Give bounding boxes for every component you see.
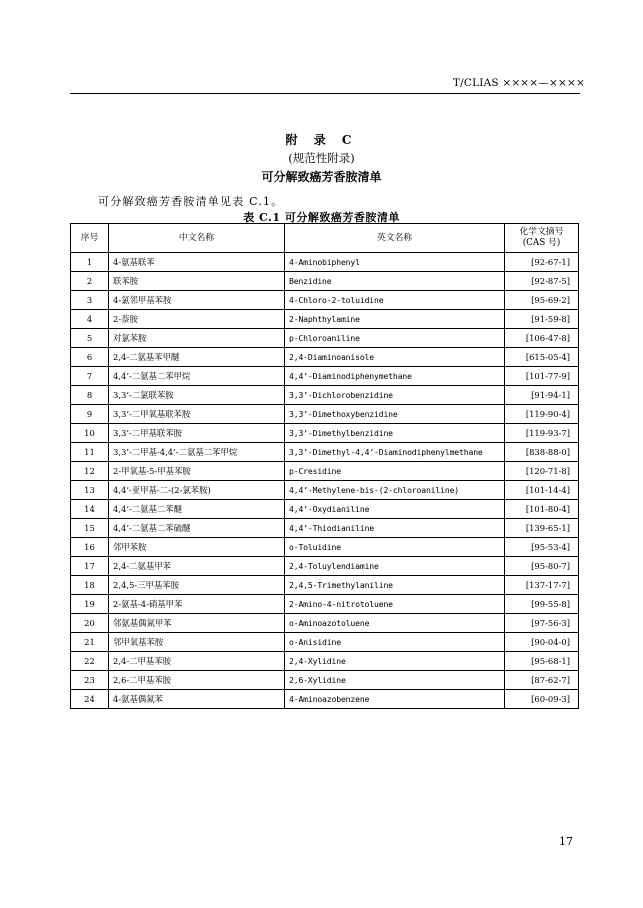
cell-cn-name: 邻氨基偶氮甲苯 [109,614,285,633]
table-header-row [71,224,579,253]
cell-cn-name: 2-氨基-4-硝基甲苯 [109,595,285,614]
table-row [71,557,579,576]
cell-cn-name: 2-甲氧基-5-甲基苯胺 [109,462,285,481]
table-row [71,405,579,424]
cell-no: 8 [71,386,109,405]
cell-cas: [101-77-9] [505,367,579,386]
table-caption: 表 C.1 可分解致癌芳香胺清单 [243,211,400,224]
cell-cas: [137-17-7] [505,576,579,595]
cell-cas: [95-69-2] [505,291,579,310]
cell-no: 2 [71,272,109,291]
cell-en-name: p-Chloroaniline [285,329,505,348]
table-row [71,633,579,652]
cell-no: 3 [71,291,109,310]
cell-cas: [119-90-4] [505,405,579,424]
cell-no: 6 [71,348,109,367]
header-cn-name: 中文名称 [109,224,285,253]
cell-no: 23 [71,671,109,690]
table-body [71,253,579,709]
header-cas-line2: (CAS 号) [522,238,561,248]
table-row [71,595,579,614]
cell-cn-name: 对氯苯胺 [109,329,285,348]
cell-cn-name: 3,3’-二甲基联苯胺 [109,424,285,443]
page-number: 17 [559,835,573,848]
cell-cas: [139-65-1] [505,519,579,538]
table-row [71,367,579,386]
table-row [71,652,579,671]
cell-no: 19 [71,595,109,614]
standard-code: T/CLIAS ××××—×××× [452,77,585,89]
table-row [71,671,579,690]
cell-en-name: 2-Naphthylamine [285,310,505,329]
cell-cas: [91-59-8] [505,310,579,329]
cell-en-name: 2,4-Xylidine [285,652,505,671]
cell-en-name: 4,4’-Diaminodiphenymethane [285,367,505,386]
cell-cn-name: 4,4’-亚甲基-二-(2-氯苯胺) [109,481,285,500]
cell-cas: [838-88-0] [505,443,579,462]
cell-cas: [60-09-3] [505,690,579,709]
cell-cn-name: 4,4’-二氨基二苯醚 [109,500,285,519]
cell-no: 20 [71,614,109,633]
cell-cas: [87-62-7] [505,671,579,690]
cell-en-name: 4,4’-Methylene-bis-(2-chloroaniline) [285,481,505,500]
table-row [71,329,579,348]
cell-cn-name: 邻甲氧基苯胺 [109,633,285,652]
cell-no: 15 [71,519,109,538]
cell-cn-name: 3,3’-二氯联苯胺 [109,386,285,405]
appendix-title: 附 录 C [285,133,358,147]
table-row [71,310,579,329]
cell-no: 4 [71,310,109,329]
cell-cas: [92-67-1] [505,253,579,272]
cell-cn-name: 3,3’-二甲氧基联苯胺 [109,405,285,424]
cell-no: 16 [71,538,109,557]
header-en-name: 英文名称 [285,224,505,253]
cell-en-name: p-Cresidine [285,462,505,481]
appendix-name: 可分解致癌芳香胺清单 [261,170,382,184]
cell-cas: [95-53-4] [505,538,579,557]
appendix-type: (规范性附录) [288,151,355,165]
cell-no: 9 [71,405,109,424]
table-row [71,272,579,291]
cell-no: 14 [71,500,109,519]
table-row [71,462,579,481]
cell-no: 11 [71,443,109,462]
cell-en-name: 4-Aminoazobenzene [285,690,505,709]
cell-cn-name: 4-氯邻甲基苯胺 [109,291,285,310]
cell-cn-name: 2-萘胺 [109,310,285,329]
cell-no: 21 [71,633,109,652]
cell-cas: [90-04-0] [505,633,579,652]
cell-en-name: o-Anisidine [285,633,505,652]
table-row [71,348,579,367]
cell-en-name: 4-Chloro-2-toluidine [285,291,505,310]
cell-en-name: 4-Aminobiphenyl [285,253,505,272]
cell-cn-name: 2,4-二氨基甲苯 [109,557,285,576]
cell-cn-name: 4-氨基偶氮苯 [109,690,285,709]
table-row [71,538,579,557]
table-row [71,253,579,272]
cell-en-name: 3,3’-Dimethylbenzidine [285,424,505,443]
table-row [71,424,579,443]
cell-cas: [91-94-1] [505,386,579,405]
cell-cn-name: 4-氨基联苯 [109,253,285,272]
cell-cn-name: 2,4,5-三甲基苯胺 [109,576,285,595]
table-row [71,386,579,405]
cell-en-name: 2,4,5-Trimethylaniline [285,576,505,595]
cell-cas: [615-05-4] [505,348,579,367]
cell-no: 7 [71,367,109,386]
cell-no: 13 [71,481,109,500]
table-row [71,291,579,310]
cell-en-name: 3,3’-Dichlorobenzidine [285,386,505,405]
header-cas [505,224,579,253]
cell-no: 17 [71,557,109,576]
table-row [71,690,579,709]
cell-cn-name: 2,6-二甲基苯胺 [109,671,285,690]
cell-cn-name: 2,4-二氨基苯甲醚 [109,348,285,367]
cell-cas: [101-80-4] [505,500,579,519]
cell-cn-name: 4,4’-二氨基二苯甲烷 [109,367,285,386]
cell-cas: [120-71-8] [505,462,579,481]
header-no: 序号 [71,224,109,253]
cell-no: 18 [71,576,109,595]
cell-no: 10 [71,424,109,443]
cell-cas: [119-93-7] [505,424,579,443]
cell-cn-name: 邻甲苯胺 [109,538,285,557]
cell-no: 5 [71,329,109,348]
cell-cas: [92-87-5] [505,272,579,291]
cell-en-name: 3,3’-Dimethyl-4,4’-Diaminodiphenylmethane [285,443,505,462]
cell-no: 12 [71,462,109,481]
cell-cn-name: 4,4’-二氨基二苯硫醚 [109,519,285,538]
cell-no: 24 [71,690,109,709]
cell-cas: [99-55-8] [505,595,579,614]
cell-cas: [97-56-3] [505,614,579,633]
cell-cas: [95-68-1] [505,652,579,671]
cell-cas: [106-47-8] [505,329,579,348]
cell-en-name: 2-Amino-4-nitrotoluene [285,595,505,614]
cell-cn-name: 联苯胺 [109,272,285,291]
table-row [71,443,579,462]
cell-en-name: 3,3’-Dimethoxybenzidine [285,405,505,424]
intro-text: 可分解致癌芳香胺清单见表 C.1。 [98,195,284,208]
cell-cas: [101-14-4] [505,481,579,500]
cell-cas: [95-80-7] [505,557,579,576]
header-rule [70,93,580,94]
cell-en-name: 4,4’-Thiodianiline [285,519,505,538]
cell-en-name: o-Aminoazotoluene [285,614,505,633]
table-row [71,500,579,519]
table-row [71,614,579,633]
cell-cn-name: 2,4-二甲基苯胺 [109,652,285,671]
table-row [71,481,579,500]
cell-cn-name: 3,3’-二甲基-4,4’-二氨基二苯甲烷 [109,443,285,462]
header-cas-line1: 化学文摘号 [519,227,564,237]
cell-no: 1 [71,253,109,272]
table-row [71,576,579,595]
cell-en-name: 2,6-Xylidine [285,671,505,690]
table-row [71,519,579,538]
cell-en-name: 4,4’-Oxydianiline [285,500,505,519]
cell-en-name: 2,4-Toluylendiamine [285,557,505,576]
cell-no: 22 [71,652,109,671]
amine-table [70,223,579,709]
cell-en-name: o-Toluidine [285,538,505,557]
cell-en-name: Benzidine [285,272,505,291]
cell-en-name: 2,4-Diaminoanisole [285,348,505,367]
